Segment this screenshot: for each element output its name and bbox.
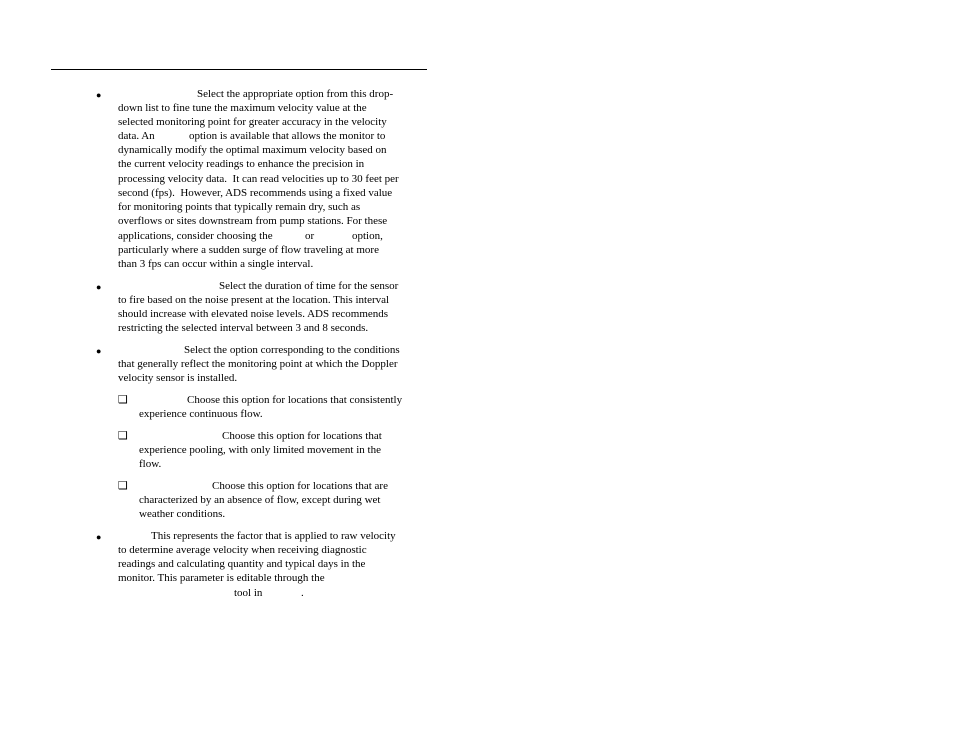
bullet-icon: ● bbox=[96, 90, 102, 100]
text-line: processing velocity data. It can read velocities up to 30 feet per bbox=[118, 173, 399, 185]
bullet-icon: ● bbox=[96, 346, 102, 356]
text-line: that generally reflect the monitoring point at which the Doppler bbox=[118, 358, 398, 370]
text-line: readings and calculating quantity and typical days in the bbox=[118, 558, 366, 570]
bullet-icon: ● bbox=[96, 282, 102, 292]
text-line: restricting the selected interval between 3 and 8 seconds. bbox=[118, 322, 369, 334]
text-line: characterized by an absence of flow, except during wet bbox=[139, 494, 381, 506]
text-line: experience continuous flow. bbox=[139, 408, 263, 420]
text-line: . bbox=[301, 587, 304, 599]
text-line: data. An bbox=[118, 130, 155, 142]
text-line: Select the appropriate option from this drop- bbox=[197, 88, 394, 100]
text-line: option, bbox=[352, 230, 383, 242]
text-line: experience pooling, with only limited movement in the bbox=[139, 444, 381, 456]
text-line: should increase with elevated noise levels. ADS recommends bbox=[118, 308, 389, 320]
text-line: selected monitoring point for greater accuracy in the velocity bbox=[118, 116, 387, 128]
text-line: tool in bbox=[234, 587, 263, 599]
text-line: weather conditions. bbox=[139, 508, 226, 520]
text-line: applications, consider choosing the bbox=[118, 230, 273, 242]
text-line: Choose this option for locations that bbox=[222, 430, 382, 442]
text-line: to determine average velocity when receiving diagnostic bbox=[118, 544, 367, 556]
text-line: particularly where a sudden surge of flow traveling at more bbox=[118, 244, 379, 256]
text-line: or bbox=[305, 230, 315, 242]
text-line: to fire based on the noise present at the location. This interval bbox=[118, 294, 390, 306]
checkbox-icon: ❑ bbox=[118, 429, 128, 442]
text-line: for monitoring points that typically remain dry, such as bbox=[118, 201, 361, 213]
text-line: Select the duration of time for the sensor bbox=[219, 280, 399, 292]
header-rule bbox=[51, 69, 427, 70]
text-line: velocity sensor is installed. bbox=[118, 372, 238, 384]
text-line: flow. bbox=[139, 458, 162, 470]
text-line: overflows or sites downstream from pump stations. For these bbox=[118, 215, 388, 227]
text-line: Choose this option for locations that consistently bbox=[187, 394, 403, 406]
text-line: second (fps). However, ADS recommends using a fixed value bbox=[118, 187, 393, 199]
checkbox-icon: ❑ bbox=[118, 393, 128, 406]
text-line: Select the option corresponding to the conditions bbox=[184, 344, 400, 356]
text-line: down list to fine tune the maximum velocity value at the bbox=[118, 102, 367, 114]
checkbox-icon: ❑ bbox=[118, 479, 128, 492]
text-line: dynamically modify the optimal maximum velocity based on bbox=[118, 144, 387, 156]
text-line: monitor. This parameter is editable through the bbox=[118, 572, 325, 584]
text-line: option is available that allows the monitor to bbox=[189, 130, 386, 142]
bullet-icon: ● bbox=[96, 532, 102, 542]
text-line: Choose this option for locations that are bbox=[212, 480, 388, 492]
text-line: This represents the factor that is applied to raw velocity bbox=[151, 530, 396, 542]
text-line: the current velocity readings to enhance the precision in bbox=[118, 158, 365, 170]
text-line: than 3 fps can occur within a single interval. bbox=[118, 258, 314, 270]
